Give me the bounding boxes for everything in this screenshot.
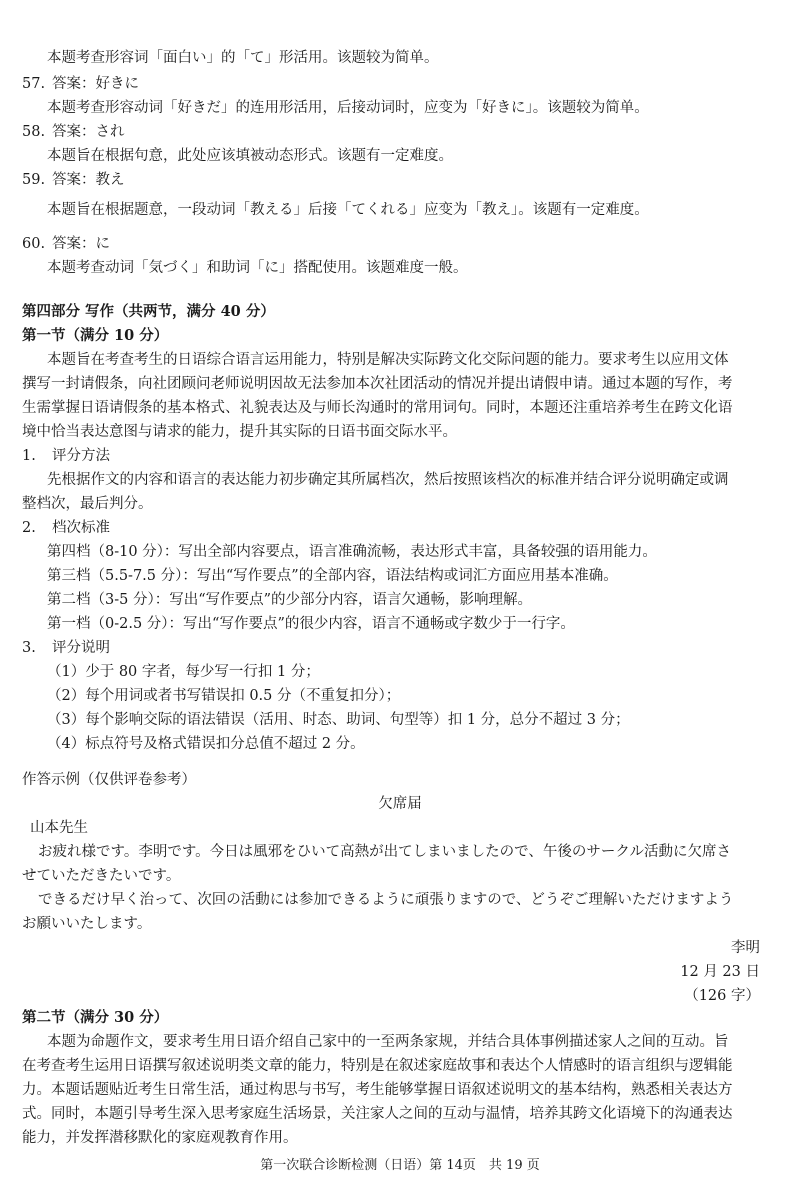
page-footer: 第一次联合诊断检测（日语）第 14页 共 19 页 [260,1158,540,1173]
q58-answer: 答案：され [52,124,125,140]
q60-number: 60. [22,236,46,252]
section2-paragraph-line: 式。同时，本题引导考生深入思考家庭生活场景，关注家人之间的互动与温情，培养其跨文化语境下的沟通表达 [22,1106,733,1122]
q56-explanation: 本题考查形容词「面白い」的「て」形活用。该题较为简单。 [47,50,439,66]
q59-answer: 答案：教え [52,172,125,188]
q59-item [22,170,125,190]
q59-number: 59. [22,172,46,188]
sample-word-count: （126 字） [684,988,760,1004]
sample-body-line: できるだけ早く治って、次回の活動には参加できるように頑張りますので、どうぞご理解いただけますよう [38,892,734,908]
list-number: 1. [22,448,36,464]
scoring-notes-heading: 3. 评分说明 [22,640,110,656]
q57-answer: 答案：好きに [52,76,139,92]
sample-body-line: お願いいたします。 [22,916,152,932]
grade-4: 第四档（8-10 分）：写出全部内容要点，语言准确流畅，表达形式丰富，具备较强的语用能力。 [47,544,657,560]
grade-1: 第一档（0-2.5 分）：写出“写作要点”的很少内容，语言不通畅或字数少于一行字。 [47,616,575,632]
q60-explanation: 本题考查动词「気づく」和助词「に」搭配使用。该题难度一般。 [47,260,468,276]
grade-2: 第二档（3-5 分）：写出“写作要点”的少部分内容，语言欠通畅，影响理解。 [47,592,533,608]
sample-salutation: 山本先生 [30,820,88,836]
section1-paragraph-line: 生需掌握日语请假条的基本格式、礼貌表达及与师长沟通时的常用词句。同时，本题还注重培养考生在跨文化语 [22,400,733,416]
sample-date: 12 月 23 日 [680,964,760,980]
q60-item [22,234,110,254]
section2-paragraph-line: 本题为命题作文，要求考生用日语介绍自己家中的一至两条家规，并结合具体事例描述家人之间的互动。旨 [47,1034,729,1050]
q57-explanation: 本题考查形容动词「好きだ」的连用形活用，后接动词时，应变为「好きに」。该题较为简单。 [47,100,649,116]
scoring-note: （4）标点符号及格式错误扣分总值不超过 2 分。 [47,736,365,752]
scoring-method-line: 先根据作文的内容和语言的表达能力初步确定其所属档次，然后按照该档次的标准并结合评分说明确定或调 [47,472,729,488]
scoring-method-line: 整档次，最后判分。 [22,496,153,512]
q59-explanation: 本题旨在根据题意，一段动词「教える」后接「てくれる」应变为「教え」。该题有一定难度。 [47,202,649,218]
sample-signature: 李明 [731,940,760,956]
q57-number: 57. [22,76,46,92]
section1-heading: 第一节（满分 10 分） [22,327,169,344]
sample-title: 欠席届 [378,796,422,812]
scoring-note: （1）少于 80 字者，每少写一行扣 1 分； [47,664,320,680]
list-number: 3. [22,640,36,656]
sample-answer-heading: 作答示例（仅供评卷参考） [22,772,196,788]
section2-heading: 第二节（满分 30 分） [22,1009,169,1026]
q58-item [22,122,125,142]
scoring-note: （2）每个用词或者书写错误扣 0.5 分（不重复扣分）； [47,688,401,704]
section1-paragraph-line: 本题旨在考查考生的日语综合语言运用能力，特别是解决实际跨文化交际问题的能力。要求考生以应用文体 [47,352,729,368]
grade-3: 第三档（5.5-7.5 分）：写出“写作要点”的全部内容，语法结构或词汇方面应用基本准确。 [47,568,618,584]
sample-body-line: お疲れ様です。李明です。今日は風邪をひいて高熱が出てしまいましたので、午後のサークル活動に欠席さ [38,844,731,860]
q58-explanation: 本题旨在根据句意，此处应该填被动态形式。该题有一定难度。 [47,148,453,164]
sample-body-line: せていただきたいです。 [22,868,181,884]
list-number: 2. [22,520,36,536]
q57-item [22,74,139,94]
scoring-method-heading: 1. 评分方法 [22,448,110,464]
section1-paragraph-line: 撰写一封请假条，向社团顾问老师说明因故无法参加本次社团活动的情况并提出请假申请。通过本题的写作，考 [22,376,733,392]
scoring-note: （3）每个影响交际的语法错误（活用、时态、助词、句型等）扣 1 分，总分不超过 3 分； [47,712,630,728]
section2-paragraph-line: 力。本题话题贴近考生日常生活，通过构思与书写，考生能够掌握日语叙述说明文的基本结构，熟悉相关表达方 [22,1082,733,1098]
part4-heading: 第四部分 写作（共两节，满分 40 分） [22,303,275,320]
section2-paragraph-line: 在考查考生运用日语撰写叙述说明类文章的能力，特别是在叙述家庭故事和表达个人情感时的语言组织与逻辑能 [22,1058,733,1074]
q58-number: 58. [22,124,46,140]
grade-standard-heading: 2. 档次标准 [22,520,110,536]
q60-answer: 答案：に [52,236,110,252]
section1-paragraph-line: 境中恰当表达意图与请求的能力，提升其实际的日语书面交际水平。 [22,424,457,440]
section2-paragraph-line: 能力，并发挥潜移默化的家庭观教育作用。 [22,1130,298,1146]
